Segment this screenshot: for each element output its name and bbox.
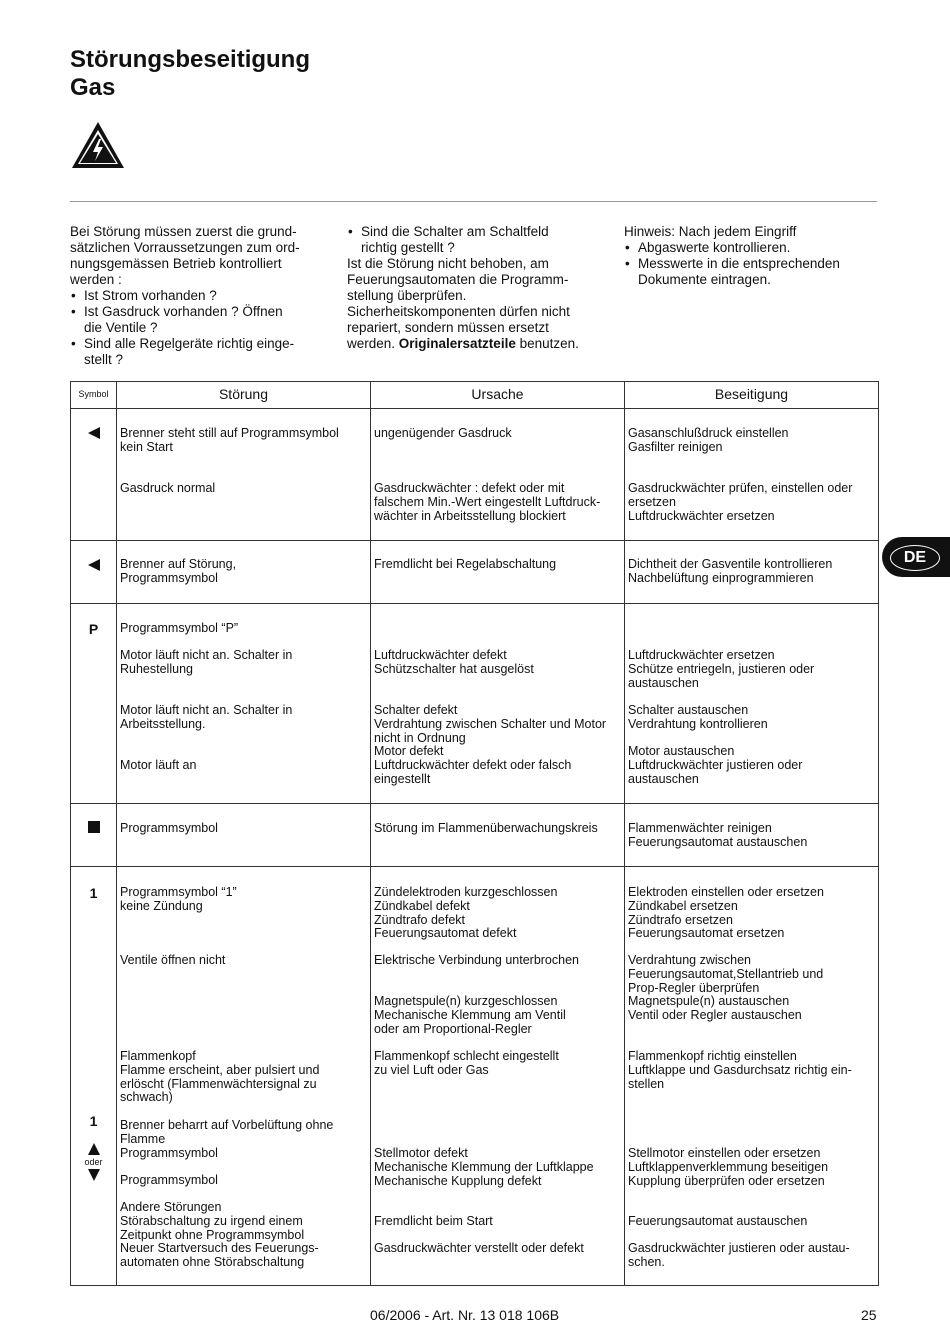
table-cell: Programmsymbol “P” (120, 621, 239, 635)
table-cell: Programmsymbol (120, 821, 218, 835)
table-row (71, 804, 879, 867)
intro-text (347, 256, 607, 352)
table-cell: Brenner steht still auf Programmsymbol kein Start (120, 426, 339, 454)
table-cell: Schalter austauschen Verdrahtung kontrollieren (628, 703, 768, 731)
intro-column-2 (347, 224, 607, 352)
table-cell: Verdrahtung zwischen Feuerungsautomat,Stellantrieb und Prop-Regler überprüfen (628, 953, 824, 995)
page-title (70, 46, 310, 102)
intro-column-3 (624, 224, 884, 288)
table-cell: Gasanschlußdruck einstellen Gasfilter reinigen (628, 426, 789, 454)
table-cell: Flammenwächter reinigen Feuerungsautomat austauschen (628, 821, 808, 849)
table-row (71, 604, 879, 804)
table-cell: Gasdruckwächter prüfen, einstellen oder ersetzen Luftdruckwächter ersetzen (628, 481, 853, 523)
table-row (71, 409, 879, 541)
table-cell: Gasdruckwächter : defekt oder mit falschem Min.-Wert eingestellt Luftdruck- wächter in Arbeitsstellung blockiert (374, 481, 601, 523)
table-cell: Programmsymbol “1” keine Zündung (120, 885, 237, 913)
arrow-up-icon (71, 1143, 116, 1155)
table-cell: Ventile öffnen nicht (120, 953, 226, 967)
electric-hazard-triangle-icon (70, 120, 126, 175)
intro-text: Bei Störung müssen zuerst die grund- sätzlichen Vorraussetzungen zum ord- nungsgemässen Betrieb kontrolliert werden : (70, 224, 300, 287)
page-number: 25 (861, 1307, 877, 1323)
square-icon (71, 821, 116, 836)
table-cell: Brenner beharrt auf Vorbelüftung ohne Flamme Programmsymbol (120, 1118, 334, 1160)
table-row (71, 867, 879, 1286)
table-cell: Gasdruckwächter justieren oder austau- schen. (628, 1241, 850, 1269)
table-cell: Dichtheit der Gasventile kontrollieren Nachbelüftung einprogrammieren (628, 557, 833, 585)
table-header-row (71, 382, 879, 409)
language-tab (882, 537, 950, 577)
table-cell: Schalter defekt Verdrahtung zwischen Schalter und Motor nicht in Ordnung Motor defekt Luftdruckwächter defekt oder falsch eingestellt (374, 703, 607, 786)
table-cell: Motor läuft an (120, 758, 197, 772)
intro-text-part: Ist die Störung nicht behoben, am Feuerungsautomaten die Programm- stellung überprüfen. Sicherheitskomponenten dürfen nicht repariert, sondern müssen ersetzt werden. (347, 256, 570, 351)
table-cell: Feuerungsautomat austauschen (628, 1214, 808, 1228)
list-item: • Sind die Schalter am Schaltfeld richtig gestellt ? (347, 224, 607, 256)
table-cell: Elektrische Verbindung unterbrochen (374, 953, 579, 967)
table-cell: Gasdruck normal (120, 481, 216, 495)
table-cell: Programmsymbol (120, 1173, 218, 1187)
intro-column-1 (70, 224, 325, 368)
table-cell: Gasdruckwächter verstellt oder defekt (374, 1241, 584, 1255)
table-cell: Motor läuft nicht an. Schalter in Arbeitsstellung. (120, 703, 293, 731)
table-cell: Flammenkopf Flamme erscheint, aber pulsiert und erlöscht (Flammenwächtersignal zu schwach) (120, 1049, 320, 1105)
language-tab-label: DE (890, 545, 940, 571)
table-cell: Flammenkopf richtig einstellen Luftklappe und Gasdurchsatz richtig ein- stellen (628, 1049, 852, 1091)
list-item: • Ist Strom vorhanden ? (70, 288, 325, 304)
intro-bullets (347, 224, 607, 256)
symbol-1: 1 (89, 885, 98, 901)
table-cell: Luftdruckwächter defekt Schützschalter hat ausgelöst (374, 648, 534, 676)
table-cell: Fremdlicht beim Start (374, 1214, 493, 1228)
table-cell: Motor läuft nicht an. Schalter in Ruhestellung (120, 648, 293, 676)
triangle-left-icon (71, 559, 116, 574)
table-cell: Elektroden einstellen oder ersetzen Zündkabel ersetzen Zündtrafo ersetzen Feuerungsautomat ersetzen (628, 885, 824, 941)
table-cell: Magnetspule(n) kurzgeschlossen Mechanische Klemmung am Ventil oder am Proportional-Regler (374, 994, 566, 1036)
table-cell: Stellmotor defekt Mechanische Klemmung der Luftklappe Mechanische Kupplung defekt (374, 1146, 594, 1188)
header-fault: Störung (117, 382, 371, 409)
table-cell: Andere Störungen Störabschaltung zu irgend einem Zeitpunkt ohne Programmsymbol Neuer Startversuch des Feuerungs- automaten ohne Störabschaltung (120, 1200, 319, 1270)
list-item: • Messwerte in die entsprechenden Dokumente eintragen. (624, 256, 884, 288)
oder-label: oder (84, 1157, 103, 1167)
table-cell: Stellmotor einstellen oder ersetzen Luftklappenverklemmung beseitigen Kupplung überprüfen oder ersetzen (628, 1146, 829, 1188)
table-row (71, 541, 879, 604)
table-cell: Brenner auf Störung, Programmsymbol (120, 557, 237, 585)
table-cell: Fremdlicht bei Regelabschaltung (374, 557, 557, 571)
symbol-p: P (88, 621, 99, 637)
intro-text-end: benutzen. (515, 336, 579, 351)
intro-bold-text: Originalersatzteile (398, 336, 516, 351)
table-cell: Magnetspule(n) austauschen Ventil oder Regler austauschen (628, 994, 802, 1022)
list-item: • Abgaswerte kontrollieren. (624, 240, 884, 256)
triangle-left-icon (71, 427, 116, 442)
table-cell: ungenügender Gasdruck (374, 426, 512, 440)
title-line-2: Gas (70, 74, 116, 101)
list-item: • Sind alle Regelgeräte richtig einge- stellt ? (70, 336, 325, 368)
symbol-1: 1 (89, 1113, 98, 1129)
footer-article-number: 06/2006 - Art. Nr. 13 018 106B (370, 1307, 560, 1323)
table-cell: Störung im Flammenüberwachungskreis (374, 821, 598, 835)
intro-bullets (70, 288, 325, 368)
fault-table (70, 381, 879, 1286)
header-cause: Ursache (371, 382, 625, 409)
header-symbol: Symbol (71, 382, 117, 409)
title-line-1: Störungsbeseitigung (70, 46, 310, 73)
table-cell: Zündelektroden kurzgeschlossen Zündkabel defekt Zündtrafo defekt Feuerungsautomat defekt (374, 885, 558, 941)
arrow-down-icon (71, 1169, 116, 1181)
table-cell: Flammenkopf schlecht eingestellt zu viel Luft oder Gas (374, 1049, 559, 1077)
divider (70, 201, 877, 202)
intro-bullets (624, 240, 884, 288)
table-cell: Luftdruckwächter ersetzen Schütze entriegeln, justieren oder austauschen (628, 648, 815, 690)
list-item: • Ist Gasdruck vorhanden ? Öffnen die Ventile ? (70, 304, 325, 336)
intro-note: Hinweis: Nach jedem Eingriff (624, 224, 797, 239)
header-remedy: Beseitigung (625, 382, 879, 409)
table-cell: Motor austauschen Luftdruckwächter justieren oder austauschen (628, 744, 803, 786)
